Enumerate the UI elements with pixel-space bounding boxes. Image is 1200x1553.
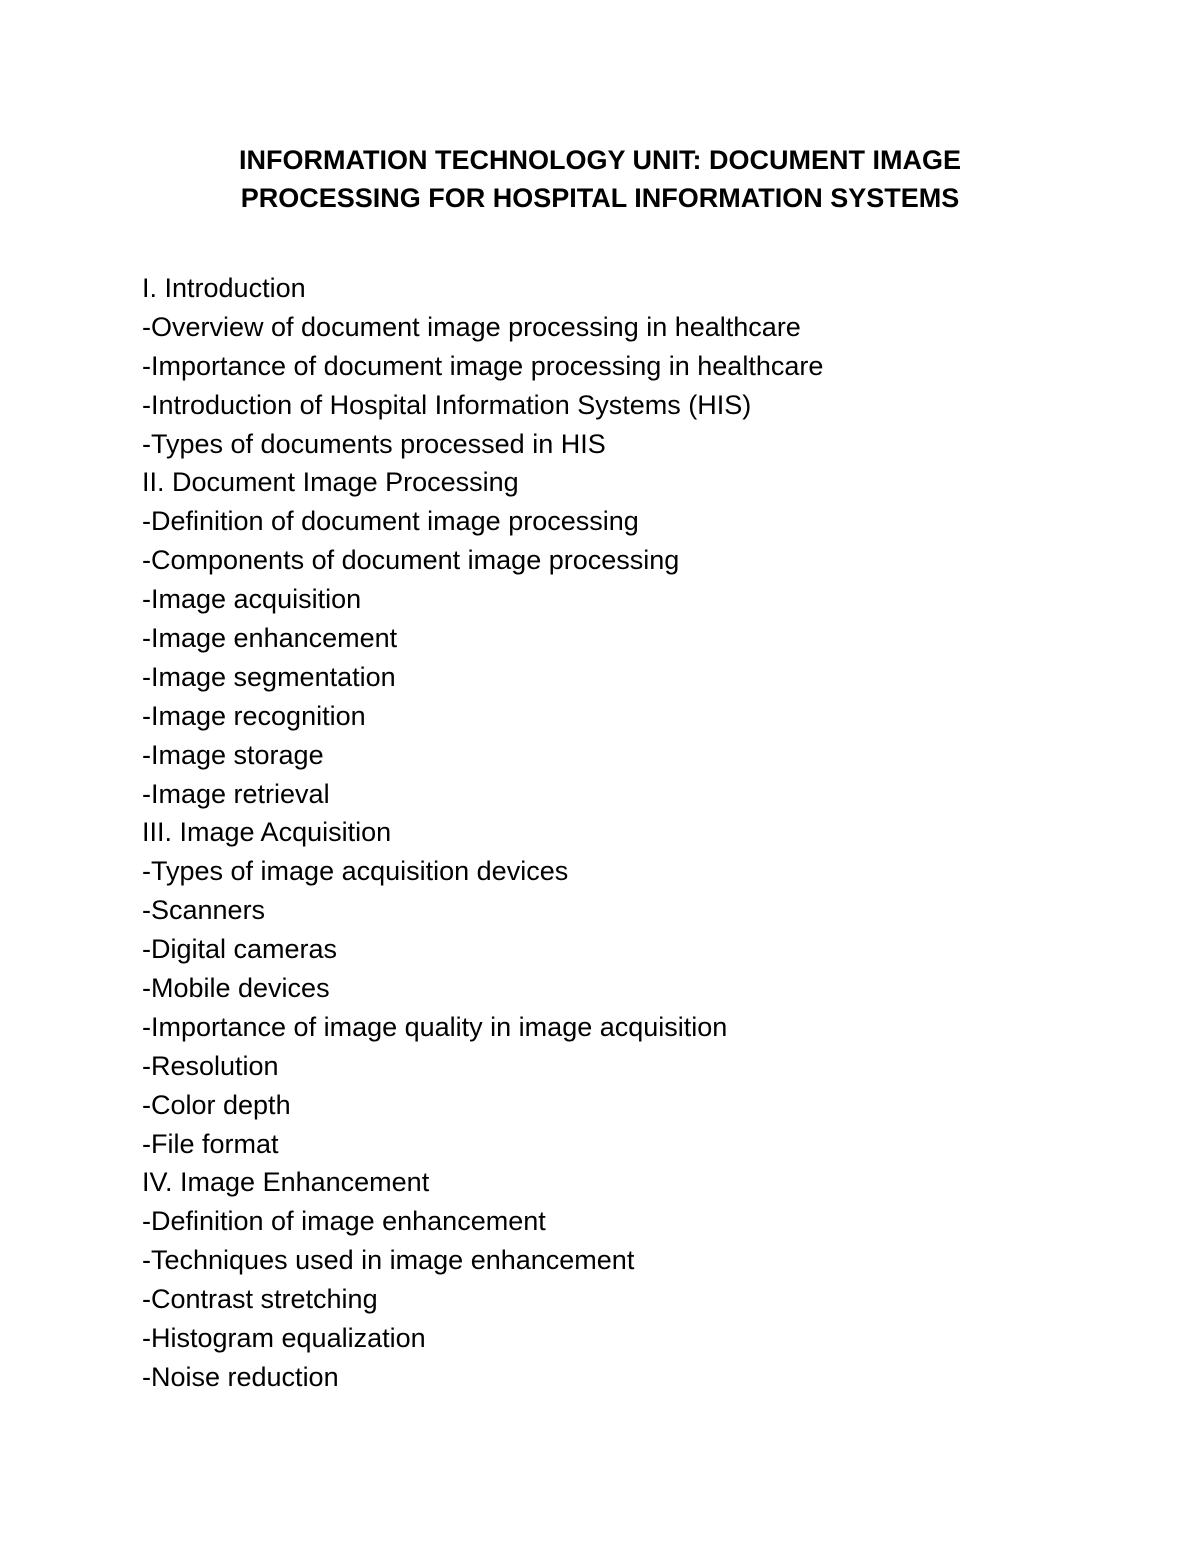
outline-item: -Image segmentation — [142, 661, 396, 692]
outline-item: -Image retrieval — [142, 778, 330, 809]
outline-item: -Noise reduction — [142, 1361, 339, 1392]
outline-item: -Types of documents processed in HIS — [142, 428, 606, 459]
outline-item: -Image enhancement — [142, 623, 398, 654]
outline-item: -Introduction of Hospital Information Systems (HIS) — [142, 389, 752, 420]
title-line-1: INFORMATION TECHNOLOGY UNIT: DOCUMENT IMAGE — [239, 145, 961, 175]
outline-item: -Mobile devices — [142, 973, 330, 1004]
outline-item: -Image storage — [142, 739, 324, 770]
outline-item: -Scanners — [142, 895, 266, 926]
outline-item: -Resolution — [142, 1050, 279, 1081]
outline-item: -Contrast stretching — [142, 1284, 378, 1315]
outline-item: -Components of document image processing — [142, 545, 680, 576]
outline-item: -Image recognition — [142, 700, 366, 731]
section-heading: III. Image Acquisition — [142, 817, 392, 848]
outline-item: -File format — [142, 1128, 279, 1159]
section-heading: II. Document Image Processing — [142, 467, 519, 498]
outline-item: -Color depth — [142, 1089, 291, 1120]
outline-item: -Techniques used in image enhancement — [142, 1245, 635, 1276]
outline-item: -Overview of document image processing in healthcare — [142, 311, 801, 342]
outline-item: -Image acquisition — [142, 584, 362, 615]
outline-item: -Digital cameras — [142, 934, 338, 965]
document-title — [0, 141, 1200, 217]
section-heading: I. Introduction — [142, 273, 306, 303]
outline-list — [142, 269, 1142, 1397]
outline-item: -Definition of image enhancement — [142, 1206, 546, 1237]
outline-item: -Types of image acquisition devices — [142, 856, 569, 887]
outline-item: -Histogram equalization — [142, 1323, 426, 1354]
outline-item: -Importance of document image processing in healthcare — [142, 350, 824, 381]
outline-item: -Importance of image quality in image acquisition — [142, 1011, 728, 1042]
outline-item: -Definition of document image processing — [142, 506, 639, 537]
title-line-2: PROCESSING FOR HOSPITAL INFORMATION SYSTEMS — [240, 183, 960, 213]
section-heading: IV. Image Enhancement — [142, 1167, 430, 1198]
